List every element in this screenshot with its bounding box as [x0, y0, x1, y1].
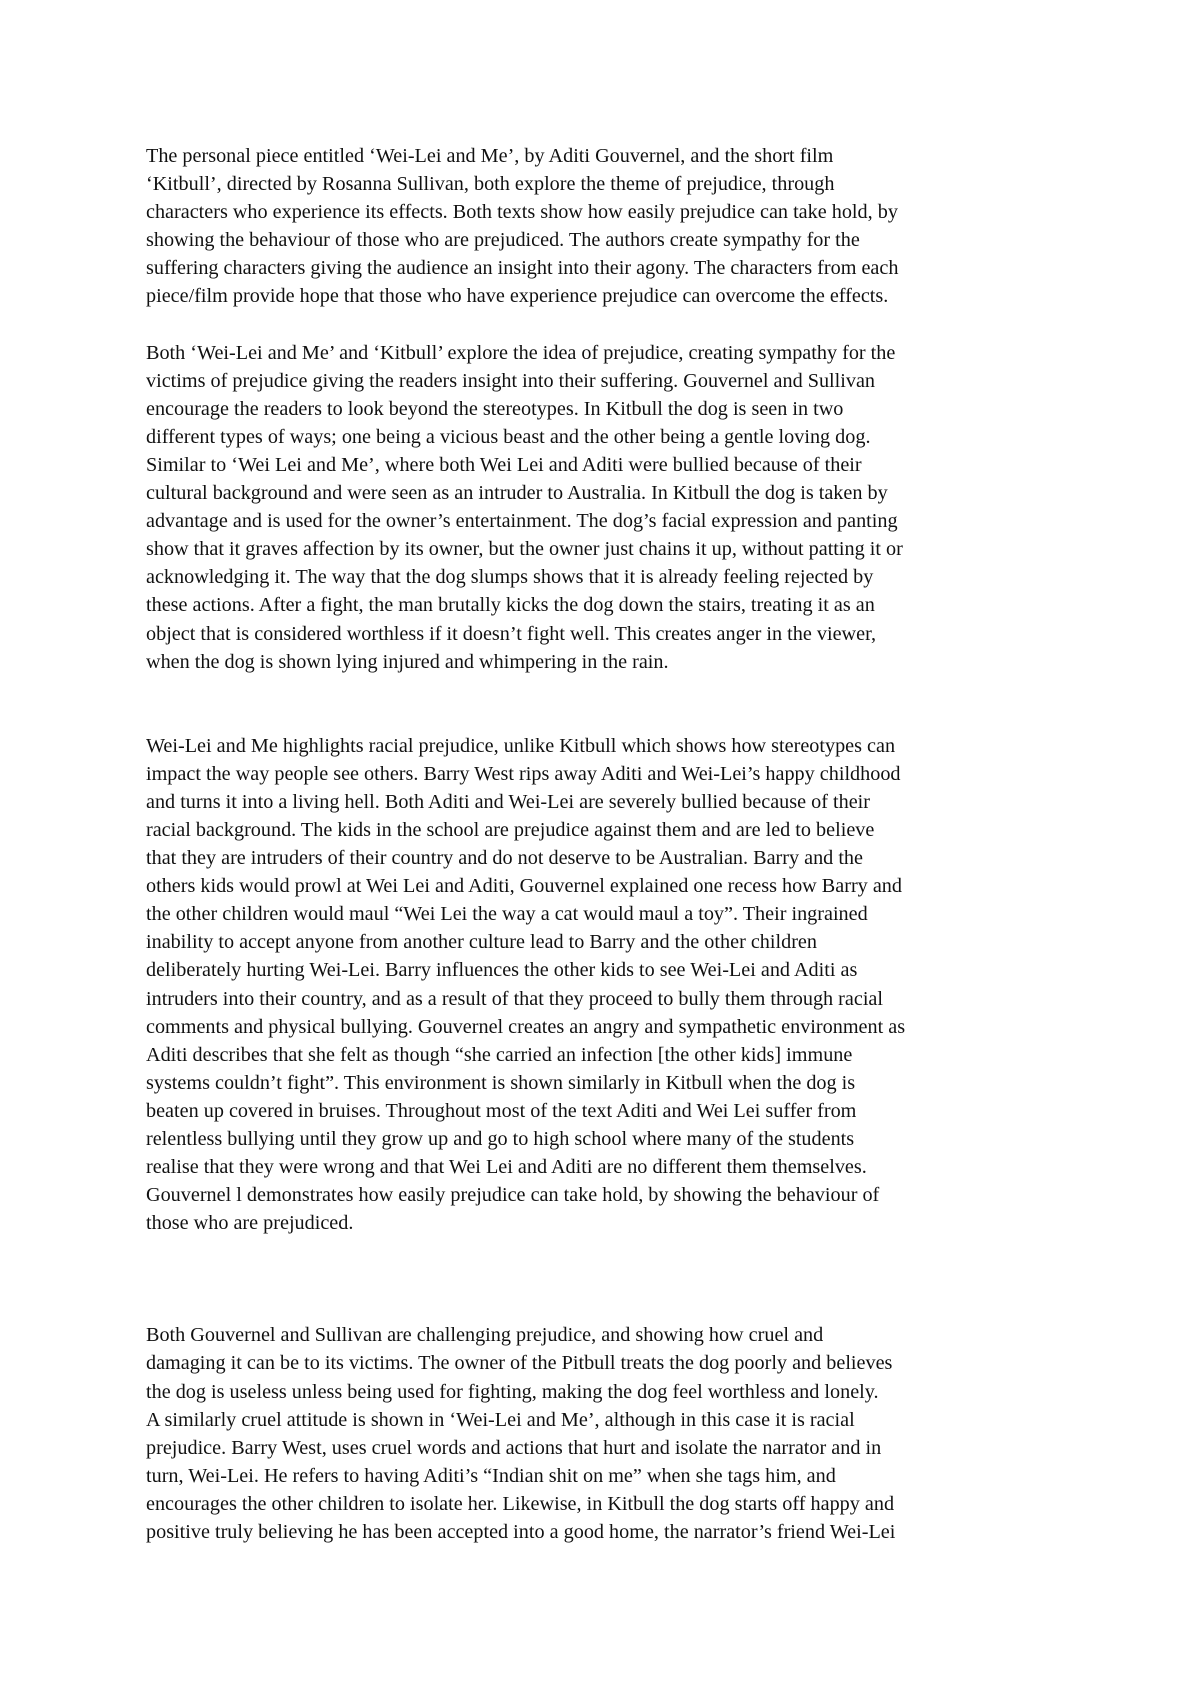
text-line: systems couldn’t fight”. This environment is shown similarly in Kitbull when the dog is — [146, 1071, 856, 1094]
text-line: that they are intruders of their country and do not deserve to be Australian. Barry and the — [146, 847, 863, 870]
text-line: encourages the other children to isolate her. Likewise, in Kitbull the dog starts off happy and — [146, 1492, 895, 1515]
text-line: turn, Wei-Lei. He refers to having Aditi’s “Indian shit on me” when she tags him, and — [146, 1464, 836, 1487]
text-line: damaging it can be to its victims. The owner of the Pitbull treats the dog poorly and believes — [146, 1352, 893, 1375]
text-line: encourage the readers to look beyond the stereotypes. In Kitbull the dog is seen in two — [146, 397, 844, 420]
text-line: Gouvernel l demonstrates how easily prejudice can take hold, by showing the behaviour of — [146, 1184, 880, 1207]
paragraph-2 — [146, 339, 1068, 676]
text-line: Both ‘Wei-Lei and Me’ and ‘Kitbull’ explore the idea of prejudice, creating sympathy for the — [146, 341, 896, 364]
paragraph-1 — [146, 142, 1068, 311]
text-line: intruders into their country, and as a result of that they proceed to bully them through racial — [146, 987, 884, 1010]
text-line: these actions. After a fight, the man brutally kicks the dog down the stairs, treating it as an — [146, 594, 875, 617]
text-line: cultural background and were seen as an intruder to Australia. In Kitbull the dog is taken by — [146, 482, 888, 505]
text-line: Wei-Lei and Me highlights racial prejudice, unlike Kitbull which shows how stereotypes can — [146, 734, 896, 757]
text-line: suffering characters giving the audience an insight into their agony. The characters from each — [146, 257, 899, 280]
text-line: relentless bullying until they grow up and go to high school where many of the students — [146, 1128, 855, 1150]
text-line: and turns it into a living hell. Both Aditi and Wei-Lei are severely bullied because of their — [146, 790, 870, 813]
text-line: different types of ways; one being a vicious beast and the other being a gentle loving dog. — [146, 425, 871, 448]
text-line: positive truly believing he has been accepted into a good home, the narrator’s friend Wei-Lei — [146, 1521, 896, 1544]
text-line: racial background. The kids in the school are prejudice against them and are led to believe — [146, 818, 875, 841]
text-line: object that is considered worthless if it doesn’t fight well. This creates anger in the viewer, — [146, 622, 877, 645]
text-line: advantage and is used for the owner’s entertainment. The dog’s facial expression and panting — [146, 510, 898, 533]
text-line: characters who experience its effects. Both texts show how easily prejudice can take hold, by — [146, 201, 898, 224]
text-line: inability to accept anyone from another culture lead to Barry and the other children — [146, 931, 817, 954]
text-line: those who are prejudiced. — [146, 1212, 354, 1235]
text-line: beaten up covered in bruises. Throughout most of the text Aditi and Wei Lei suffer from — [146, 1099, 857, 1122]
text-line: the dog is useless unless being used for fighting, making the dog feel worthless and lonely. — [146, 1380, 879, 1403]
text-line: deliberately hurting Wei-Lei. Barry influences the other kids to see Wei-Lei and Aditi as — [146, 959, 858, 982]
text-line: others kids would prowl at Wei Lei and Aditi, Gouvernel explained one recess how Barry and — [146, 875, 902, 898]
text-line: realise that they were wrong and that Wei Lei and Aditi are no different them themselves. — [146, 1156, 867, 1179]
text-line: the other children would maul “Wei Lei the way a cat would maul a toy”. Their ingrained — [146, 903, 868, 926]
text-line: victims of prejudice giving the readers insight into their suffering. Gouvernel and Sullivan — [146, 369, 876, 392]
text-line: impact the way people see others. Barry West rips away Aditi and Wei-Lei’s happy childhood — [146, 762, 901, 785]
document-body — [146, 142, 1068, 1546]
text-line: piece/film provide hope that those who have experience prejudice can overcome the effects. — [146, 285, 889, 308]
text-line: acknowledging it. The way that the dog slumps shows that it is already feeling rejected by — [146, 566, 874, 589]
text-line: Both Gouvernel and Sullivan are challenging prejudice, and showing how cruel and — [146, 1324, 824, 1347]
text-line: Aditi describes that she felt as though “she carried an infection [the other kids] immune — [146, 1043, 853, 1066]
text-line: show that it graves affection by its owner, but the owner just chains it up, without patting it or — [146, 538, 903, 561]
paragraph-3 — [146, 732, 1068, 1238]
text-line: ‘Kitbull’, directed by Rosanna Sullivan, both explore the theme of prejudice, through — [146, 173, 835, 196]
text-line: showing the behaviour of those who are prejudiced. The authors create sympathy for the — [146, 229, 860, 252]
text-line: The personal piece entitled ‘Wei-Lei and Me’, by Aditi Gouvernel, and the short film — [146, 145, 834, 167]
text-line: A similarly cruel attitude is shown in ‘Wei-Lei and Me’, although in this case it is racial — [146, 1408, 855, 1431]
text-line: when the dog is shown lying injured and whimpering in the rain. — [146, 650, 669, 673]
text-line: comments and physical bullying. Gouvernel creates an angry and sympathetic environment as — [146, 1015, 906, 1038]
text-line: Similar to ‘Wei Lei and Me’, where both Wei Lei and Aditi were bullied because of their — [146, 453, 862, 476]
paragraph-4 — [146, 1321, 1068, 1546]
text-line: prejudice. Barry West, uses cruel words and actions that hurt and isolate the narrator and in — [146, 1436, 882, 1459]
